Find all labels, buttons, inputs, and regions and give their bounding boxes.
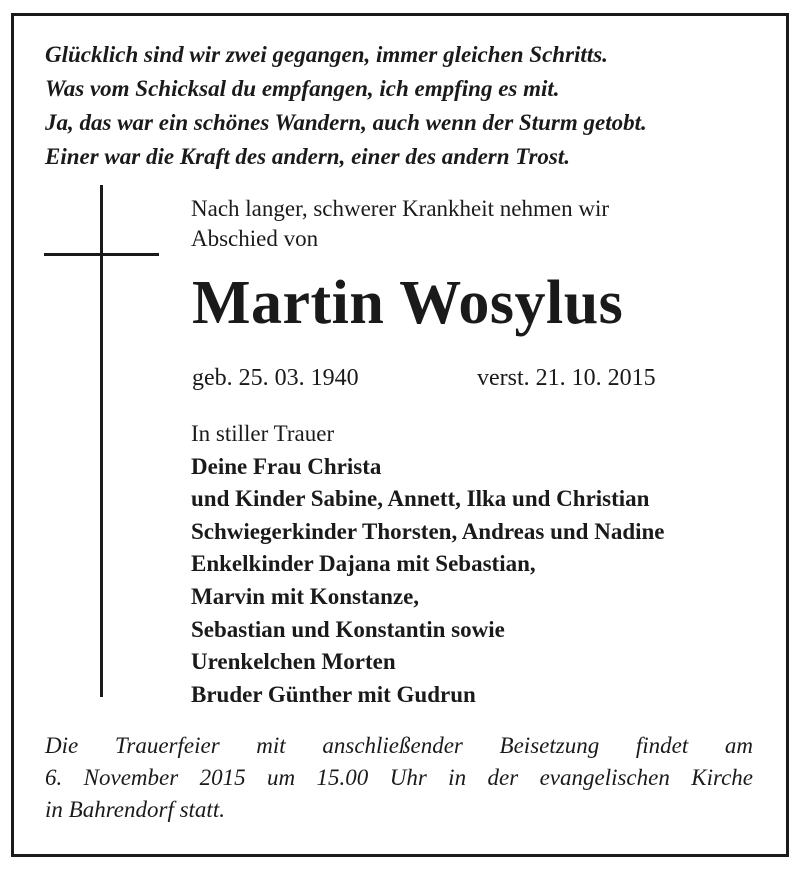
mourner-line: und Kinder Sabine, Annett, Ilka und Christian [191,486,650,512]
death-date: verst. 21. 10. 2015 [477,365,656,391]
mourner-line: Urenkelchen Morten [191,649,396,675]
funeral-line: Die Trauerfeier mit anschließender Beisetzung findet am [45,733,753,758]
mourner-line: Marvin mit Konstanze, [191,583,420,609]
poem-line: Was vom Schicksal du empfangen, ich empfing es mit. [45,76,560,101]
birth-date: geb. 25. 03. 1940 [192,365,359,391]
mourner-line: Bruder Günther mit Gudrun [191,681,476,707]
mourner-line: Deine Frau Christa [191,453,382,479]
poem-line: Ja, das war ein schönes Wandern, auch wenn der Sturm getobt. [45,110,647,135]
funeral-details [45,730,753,826]
funeral-line: 6. November 2015 um 15.00 Uhr in der evangelischen Kirche [45,765,753,790]
poem-line: Glücklich sind wir zwei gegangen, immer gleichen Schritts. [45,42,608,67]
mourner-line: Enkelkinder Dajana mit Sebastian, [191,551,536,577]
poem-line: Einer war die Kraft des andern, einer des andern Trost. [45,144,571,169]
farewell-intro [191,194,609,254]
cross-icon [100,185,103,697]
deceased-name: Martin Wosylus [192,269,624,337]
farewell-intro-line: Abschied von [191,226,319,251]
funeral-line: in Bahrendorf statt. [45,797,225,822]
poem [45,38,765,174]
mourners-intro: In stiller Trauer [191,421,335,446]
mourner-line: Schwiegerkinder Thorsten, Andreas und Nadine [191,518,665,544]
mourner-line: Sebastian und Konstantin sowie [191,616,505,642]
farewell-intro-line: Nach langer, schwerer Krankheit nehmen wir [191,196,610,221]
cross-icon-bar [44,253,159,256]
mourners-list [191,418,665,711]
